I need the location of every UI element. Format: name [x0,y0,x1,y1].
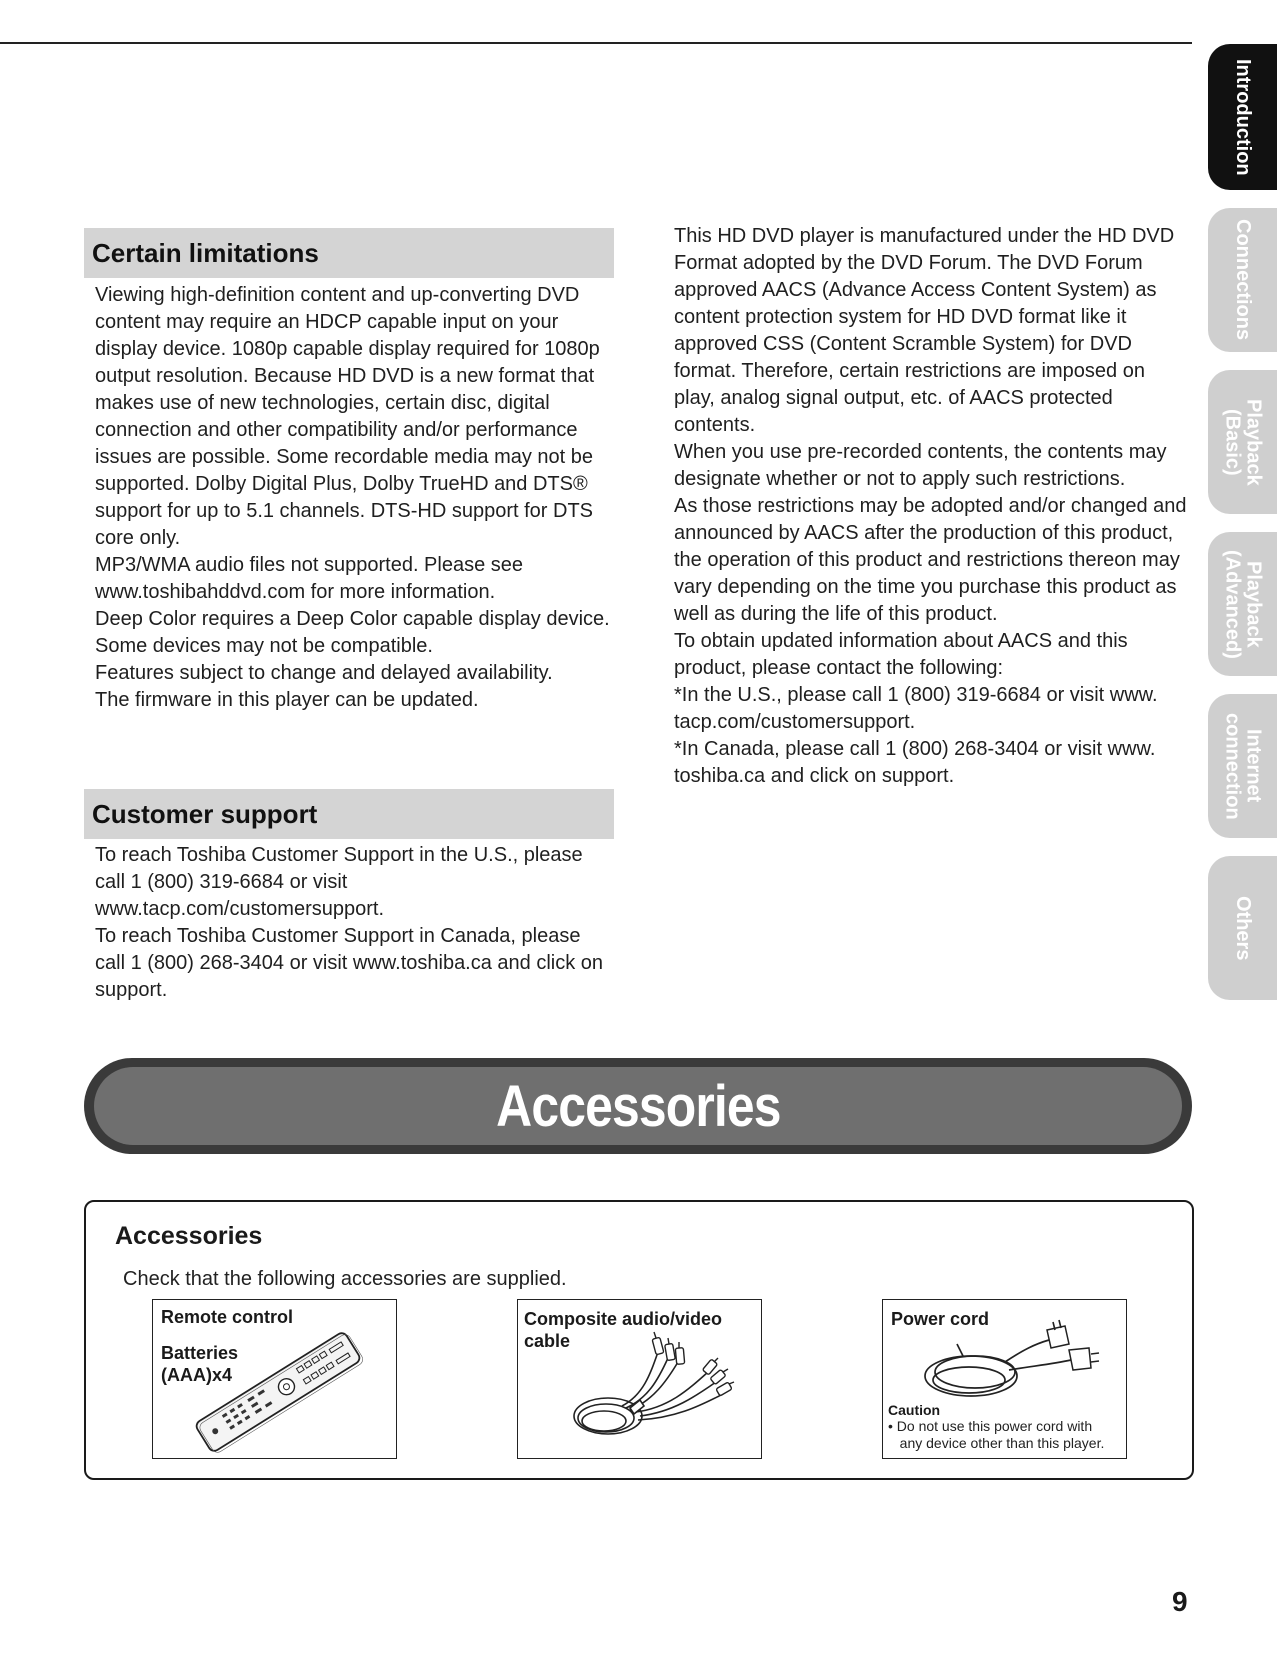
page-number: 9 [1172,1586,1188,1617]
tab-others-label: Others [1232,895,1254,961]
caution-heading: Caution [888,1402,941,1418]
power-cord-label: Power cord [891,1309,990,1329]
tab-playback-advanced[interactable] [1208,532,1277,676]
accessories-subtitle: Check that the following accessories are supplied. [123,1268,567,1290]
limitations-paragraph: Features subject to change and delayed availability. [95,662,553,684]
support-heading: Customer support [92,798,318,829]
remote-control-label: Remote control [161,1307,294,1327]
item-power-cord [882,1299,1127,1459]
accessories-title: Accessories [115,1222,263,1250]
tab-connections[interactable] [1208,208,1277,352]
limitations-body [95,282,615,714]
av-cable-icon [518,1300,761,1458]
limitations-heading-bar [84,228,614,278]
accessories-box [84,1200,1194,1480]
limitations-paragraph: Viewing high-definition content and up-converting DVD content may require an HDCP capable input on your display device. 1080p capable display required for 1080p output resolution. Because HD DVD is a new format that makes use of new technologies, certain disc, digital connection and other compatibility and/or performance issues are possible. Some recordable media may not be supported. Dolby Digital Plus, Dolby TrueHD and DTS® support for up to 5.1 channels. DTS-HD support for DTS core only. [95,284,600,549]
aacs-paragraph: *In the U.S., please call 1 (800) 319-6684 or visit www. tacp.com/customersupport. [674,684,1158,733]
aacs-paragraph: To obtain updated information about AACS and this product, please contact the following: [674,630,1128,679]
top-rule [0,42,1192,44]
tab-introduction[interactable] [1208,44,1277,190]
support-paragraph: To reach Toshiba Customer Support in Canada, please call 1 (800) 268-3404 or visit www.toshiba.ca and click on support. [95,925,604,1001]
tab-others[interactable] [1208,856,1277,1000]
item-remote-control [152,1299,397,1459]
aacs-body [674,223,1189,790]
remote-control-icon [153,1300,396,1458]
accessories-banner-title: Accessories [495,1073,781,1139]
tab-playback-basic[interactable] [1208,370,1277,514]
support-paragraph: To reach Toshiba Customer Support in the U.S., please call 1 (800) 319-6684 or visit www.tacp.com/customersupport. [95,844,583,920]
limitations-paragraph: MP3/WMA audio files not supported. Please see www.toshibahddvd.com for more information. [95,554,524,603]
accessories-banner-inner [94,1067,1182,1145]
tab-introduction-label: Introduction [1232,58,1254,176]
tab-internet-connection[interactable] [1208,694,1277,838]
aacs-paragraph: As those restrictions may be adopted and/or changed and announced by AACS after the production of this product, the operation of this product and restrictions thereon may vary depending on the time you purchase this product as well as during the life of this product. [674,495,1187,625]
tab-playback-advanced-label: Playback (Advanced) [1221,549,1265,659]
item-av-cable [517,1299,762,1459]
aacs-paragraph: *In Canada, please call 1 (800) 268-3404 or visit www. toshiba.ca and click on support. [674,738,1156,787]
limitations-paragraph: Deep Color requires a Deep Color capable display device. Some devices may not be compatible. [95,608,610,657]
accessories-banner [84,1058,1192,1154]
limitations-heading: Certain limitations [92,237,319,268]
aacs-paragraph: This HD DVD player is manufactured under the HD DVD Format adopted by the DVD Forum. The DVD Forum approved AACS (Advance Access Content System) as content protection system for HD DVD format like it approved CSS (Content Scramble System) for DVD format. Therefore, certain restrictions are imposed on play, analog signal output, etc. of AACS protected contents. [674,225,1175,436]
tab-connections-label: Connections [1232,219,1254,341]
av-cable-label: Composite audio/video cable [524,1309,723,1351]
aacs-paragraph: When you use pre-recorded contents, the contents may designate whether or not to apply such restrictions. [674,441,1167,490]
tab-internet-connection-label: Internet connection [1221,712,1265,820]
tab-playback-basic-label: Playback (Basic) [1221,398,1265,486]
support-body [95,842,615,1004]
limitations-paragraph: The firmware in this player can be updated. [95,689,479,711]
caution-text: • Do not use this power cord with any device other than this player. [888,1418,1105,1451]
support-heading-bar [84,789,614,839]
batteries-label: Batteries (AAA)x4 [161,1343,239,1385]
